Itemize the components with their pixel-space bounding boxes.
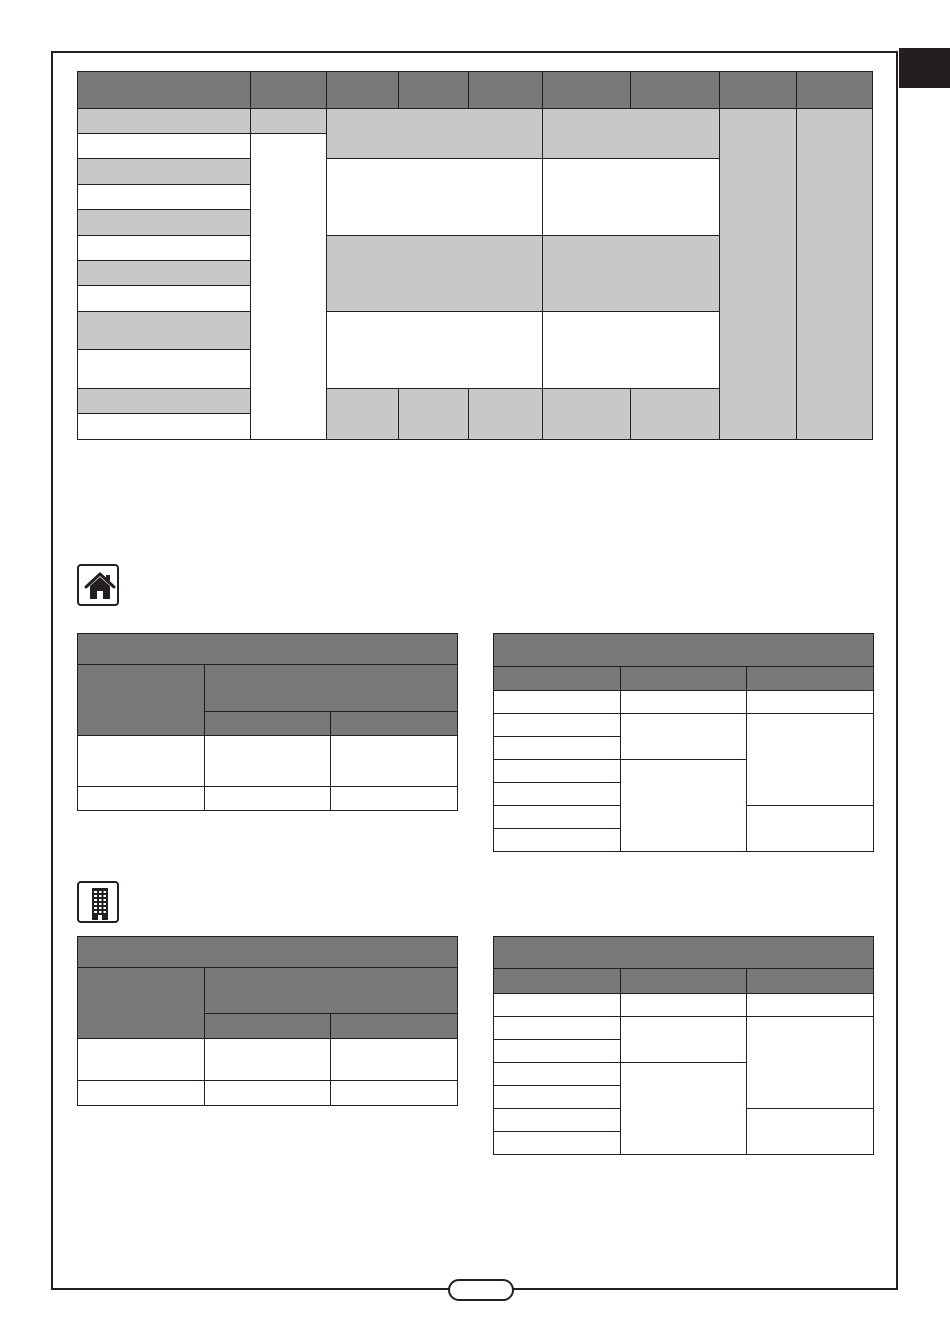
data-cell — [251, 109, 327, 134]
data-cell — [205, 1081, 331, 1106]
header-cell — [78, 665, 205, 736]
data-cell — [331, 736, 458, 787]
merged-cell — [327, 109, 543, 159]
merged-cell — [543, 159, 720, 236]
row-label-cell — [78, 185, 251, 210]
data-cell — [494, 994, 621, 1017]
row-label-cell — [78, 109, 251, 134]
commercial-right-table — [493, 936, 874, 1155]
header-cell — [494, 667, 621, 691]
data-cell — [494, 806, 621, 829]
row-label-cell — [78, 312, 251, 350]
row-label-cell — [78, 389, 251, 414]
data-cell — [494, 1132, 621, 1155]
header-cell — [331, 712, 458, 736]
merged-cell — [621, 1017, 747, 1063]
table-row — [78, 109, 873, 134]
header-cell — [205, 968, 458, 1014]
table-row — [78, 787, 458, 811]
data-cell — [331, 1039, 458, 1081]
table-row — [494, 994, 874, 1017]
merged-cell — [543, 109, 720, 159]
table-row — [494, 1017, 874, 1040]
page-number — [448, 1279, 514, 1301]
table-header-row — [494, 634, 874, 667]
table-header-row — [494, 667, 874, 691]
table-row — [78, 1081, 458, 1106]
residential-right-table — [493, 633, 874, 852]
header-cell — [327, 72, 399, 109]
data-cell — [494, 737, 621, 760]
header-cell — [494, 969, 621, 994]
data-cell — [494, 1040, 621, 1063]
row-label-cell — [78, 286, 251, 312]
data-cell — [543, 389, 631, 440]
residential-left-table — [77, 633, 458, 811]
merged-cell — [747, 806, 874, 852]
merged-column-cell — [797, 109, 873, 440]
header-cell — [78, 72, 251, 109]
chapter-tab-marker — [899, 48, 950, 88]
table-row — [494, 714, 874, 737]
data-cell — [621, 691, 747, 714]
header-cell — [543, 72, 631, 109]
merged-column-cell — [251, 134, 327, 440]
merged-column-cell — [720, 109, 797, 440]
table-title-cell — [494, 634, 874, 667]
table-title-cell — [78, 634, 458, 665]
table-header-row — [78, 634, 458, 665]
data-cell — [621, 994, 747, 1017]
header-cell — [631, 72, 720, 109]
header-cell — [399, 72, 469, 109]
header-cell — [621, 667, 747, 691]
data-cell — [469, 389, 543, 440]
merged-cell — [621, 1063, 747, 1155]
table-row — [78, 736, 458, 787]
merged-cell — [327, 312, 543, 389]
data-cell — [399, 389, 469, 440]
merged-cell — [747, 1017, 874, 1109]
row-label-cell — [78, 134, 251, 159]
header-cell — [205, 665, 458, 712]
data-cell — [327, 389, 399, 440]
merged-cell — [543, 236, 720, 312]
data-cell — [494, 829, 621, 852]
merged-cell — [747, 1109, 874, 1155]
header-cell — [469, 72, 543, 109]
data-cell — [78, 1039, 205, 1081]
table-title-cell — [78, 937, 458, 968]
data-cell — [494, 783, 621, 806]
data-cell — [205, 787, 331, 811]
row-label-cell — [78, 414, 251, 440]
table-title-cell — [494, 937, 874, 969]
header-cell — [720, 72, 797, 109]
data-cell — [494, 760, 621, 783]
main-header-row — [78, 72, 873, 109]
data-cell — [494, 1017, 621, 1040]
table-header-row — [494, 969, 874, 994]
table-header-row — [78, 968, 458, 1014]
data-cell — [205, 1039, 331, 1081]
data-cell — [331, 1081, 458, 1106]
header-cell — [747, 969, 874, 994]
header-cell — [205, 1014, 331, 1039]
data-cell — [78, 736, 205, 787]
header-cell — [78, 968, 205, 1039]
merged-cell — [621, 714, 747, 760]
main-spec-table — [77, 71, 873, 440]
row-label-cell — [78, 350, 251, 389]
merged-cell — [543, 312, 720, 389]
merged-cell — [747, 714, 874, 806]
header-cell — [251, 72, 327, 109]
data-cell — [78, 1081, 205, 1106]
table-row — [78, 1039, 458, 1081]
table-header-row — [78, 665, 458, 712]
data-cell — [78, 787, 205, 811]
data-cell — [747, 691, 874, 714]
data-cell — [494, 1063, 621, 1086]
data-cell — [205, 736, 331, 787]
data-cell — [494, 1086, 621, 1109]
data-cell — [747, 994, 874, 1017]
table-header-row — [494, 937, 874, 969]
merged-cell — [327, 159, 543, 236]
data-cell — [494, 1109, 621, 1132]
header-cell — [797, 72, 873, 109]
header-cell — [331, 1014, 458, 1039]
row-label-cell — [78, 210, 251, 236]
data-cell — [494, 714, 621, 737]
table-header-row — [78, 937, 458, 968]
office-building-icon — [77, 881, 119, 923]
merged-cell — [327, 236, 543, 312]
merged-cell — [621, 760, 747, 852]
commercial-left-table — [77, 936, 458, 1106]
table-row — [494, 691, 874, 714]
house-icon — [77, 564, 119, 606]
data-cell — [331, 787, 458, 811]
row-label-cell — [78, 236, 251, 261]
header-cell — [747, 667, 874, 691]
row-label-cell — [78, 261, 251, 286]
data-cell — [494, 691, 621, 714]
header-cell — [621, 969, 747, 994]
header-cell — [205, 712, 331, 736]
row-label-cell — [78, 159, 251, 185]
data-cell — [631, 389, 720, 440]
